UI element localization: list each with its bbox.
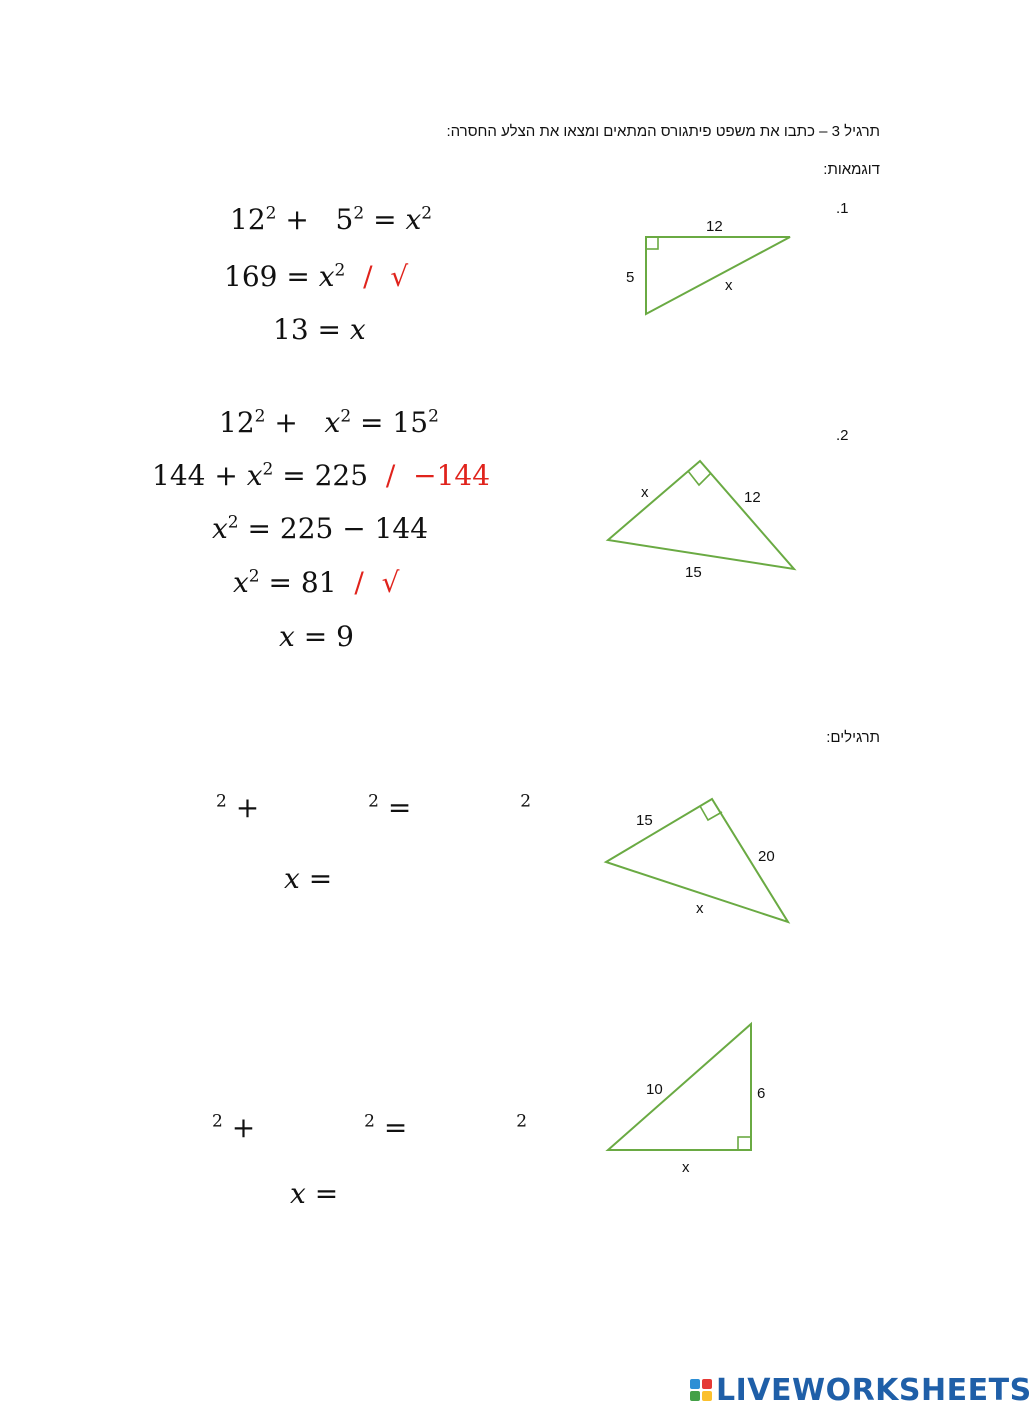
example-1-triangle xyxy=(600,210,820,330)
side-label-x: x xyxy=(682,1159,690,1176)
answer-slot[interactable] xyxy=(347,1173,447,1203)
example-1-line-2: $169 = x^2$ / √ xyxy=(224,260,409,293)
examples-label: דוגמאות: xyxy=(823,161,880,178)
blank-slot-3[interactable] xyxy=(416,1107,516,1137)
example-1-line-3: 13 = x xyxy=(273,313,366,346)
side-label-10: 10 xyxy=(646,1081,663,1098)
triangle-outline xyxy=(646,237,790,314)
right-angle-marker xyxy=(646,237,658,249)
side-label-x: x xyxy=(696,900,704,917)
answer-slot[interactable] xyxy=(341,858,441,888)
blank-slot-3[interactable] xyxy=(420,787,520,817)
side-label-15: 15 xyxy=(685,564,702,581)
liveworksheets-logo xyxy=(690,1372,1032,1408)
side-label-left: 5 xyxy=(626,269,635,286)
side-label-hyp: x xyxy=(725,277,733,294)
right-angle-marker xyxy=(688,471,711,485)
blank-slot-2[interactable] xyxy=(268,787,368,817)
logo-badge-icon xyxy=(690,1379,712,1401)
exercise-1-triangle xyxy=(600,790,820,940)
side-label-x: x xyxy=(641,484,649,501)
example-2-line-1: $12^2 + x^2 = 15^2$ xyxy=(219,406,439,439)
triangle-outline xyxy=(608,461,794,569)
example-number-1: .1 xyxy=(836,200,849,217)
exercise-2-answer: x = xyxy=(290,1173,447,1210)
side-label-15: 15 xyxy=(636,812,653,829)
side-label-top: 12 xyxy=(706,218,723,235)
exercise-2-equation: $^2$ + $^2$ = $^2$ xyxy=(212,1107,527,1144)
example-1-line-1: $12^2 + 5^2 = x^2$ xyxy=(230,203,433,236)
exercise-2-triangle xyxy=(600,1015,820,1175)
example-2-line-3: $x^2 = 225 - 144$ xyxy=(212,512,429,545)
exercises-label: תרגילים: xyxy=(826,729,880,746)
logo-text: LIVEWORKSHEETS xyxy=(716,1372,1032,1408)
triangle-outline xyxy=(608,1024,751,1150)
right-angle-marker xyxy=(738,1137,751,1150)
side-label-20: 20 xyxy=(758,848,775,865)
instruction-text: תרגיל 3 – כתבו את משפט פיתגורס המתאים ומצאו את הצלע החסרה: xyxy=(446,123,880,140)
example-number-2: .2 xyxy=(836,427,849,444)
example-2-line-2: $144 + x^2 = 225 / -144$ xyxy=(152,459,491,492)
blank-slot-2[interactable] xyxy=(264,1107,364,1137)
side-label-12: 12 xyxy=(744,489,761,506)
example-2-line-4: $x^2 = 81$ / √ xyxy=(233,566,400,599)
example-2-line-5: x = 9 xyxy=(279,620,354,653)
example-2-triangle xyxy=(600,455,820,595)
side-label-6: 6 xyxy=(757,1085,766,1102)
exercise-1-answer: x = xyxy=(284,858,441,895)
exercise-1-equation: $^2$ + $^2$ = $^2$ xyxy=(216,787,531,824)
